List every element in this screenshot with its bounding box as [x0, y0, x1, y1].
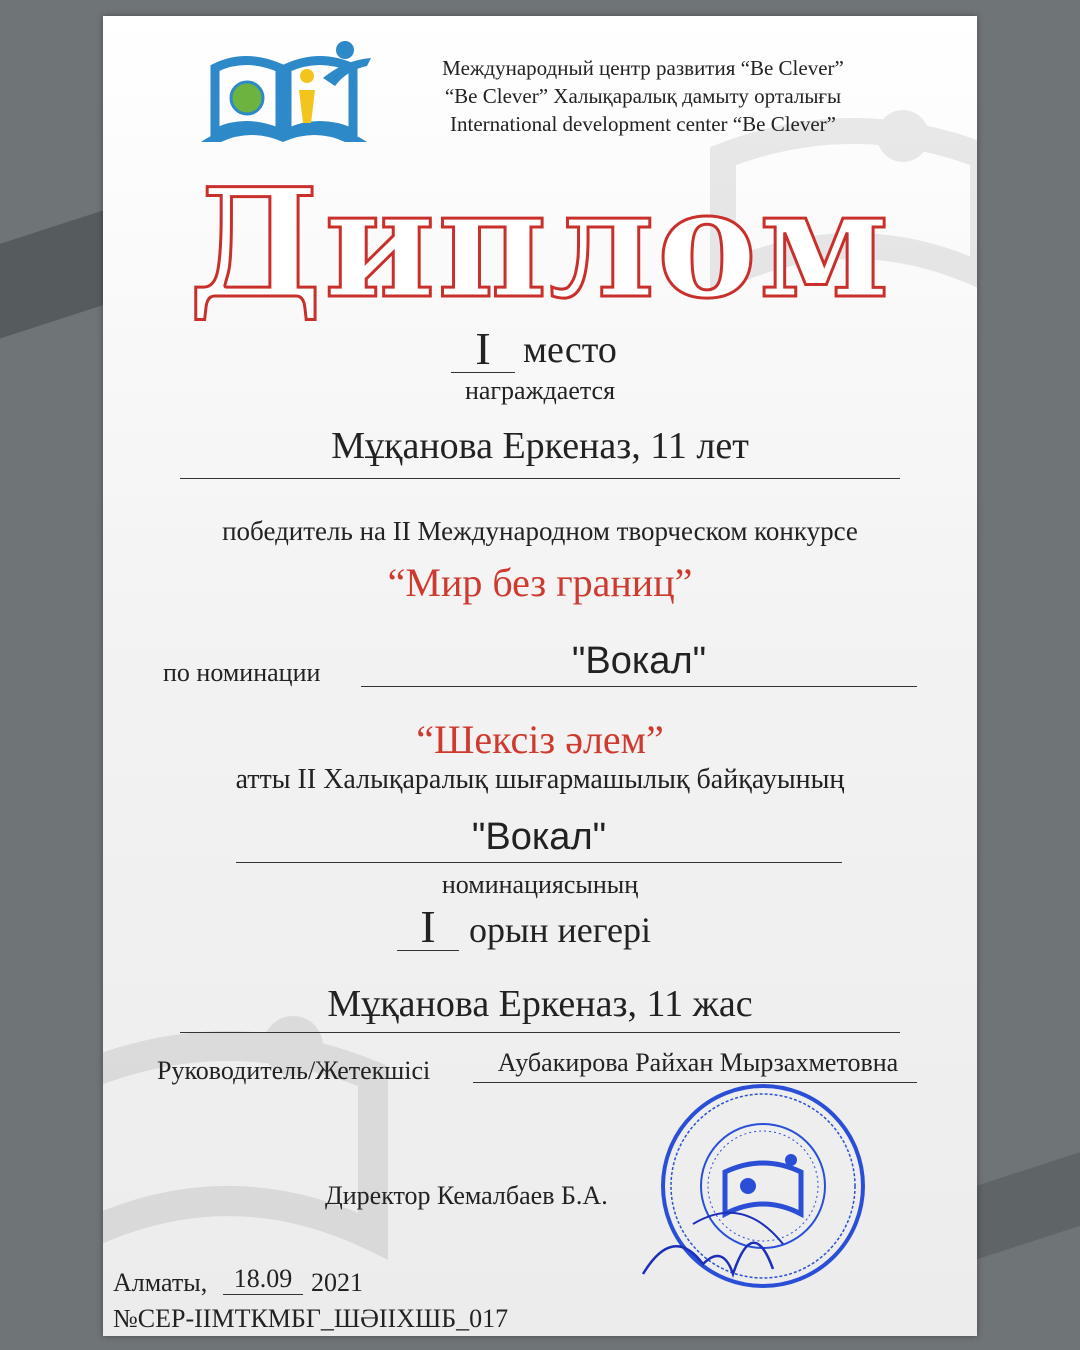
- diploma-title: Диплом: [188, 156, 892, 332]
- underline: [236, 862, 842, 863]
- recipient-name-ru: Мұқанова Еркеназ, 11 лет: [331, 425, 749, 467]
- nomination-kz-value: "Вокал": [471, 816, 607, 858]
- winner-text: победитель на II Международном творческом конкурсе: [222, 516, 858, 546]
- official-seal-icon: [633, 1074, 883, 1304]
- org-name-en: International development center “Be Clever”: [450, 112, 836, 136]
- awarded-label: награждается: [464, 376, 616, 405]
- contest-name-ru: “Мир без границ”: [387, 560, 693, 605]
- be-clever-logo-icon: [195, 38, 373, 148]
- underline: [180, 478, 900, 479]
- diploma-paper: [103, 16, 977, 1336]
- recipient-name-kz: Мұқанова Еркеназ, 11 жас: [327, 983, 753, 1025]
- place-number: I: [451, 326, 515, 373]
- nomination-value: "Вокал": [571, 640, 707, 682]
- date-year: 2021: [311, 1268, 363, 1297]
- org-name-kz: “Be Clever” Халықаралық дамыту орталығы: [444, 84, 842, 108]
- underline: [180, 1032, 900, 1033]
- nomination-kz-label: номинациясының: [441, 870, 639, 899]
- place-kz-label: орын иегері: [469, 910, 651, 950]
- date-day: 18.09: [223, 1264, 303, 1295]
- supervisor-label: Руководитель/Жетекшісі: [157, 1056, 431, 1085]
- underline: [361, 686, 917, 687]
- org-name-ru: Международный центр развития “Be Clever”: [442, 56, 844, 80]
- date-city: Алматы,: [113, 1268, 208, 1297]
- certificate-number: №CEP-IIМТКМБГ_ШӘIIХШБ_017: [113, 1304, 509, 1333]
- place-label: место: [523, 329, 617, 371]
- place-kz-number: I: [397, 904, 459, 951]
- contest-name-kz: “Шексіз әлем”: [416, 717, 664, 762]
- director-signature-line: Директор Кемалбаев Б.А.: [325, 1181, 608, 1210]
- contest-kz-text: атты II Халықаралық шығармашылық байқауының: [235, 764, 845, 795]
- supervisor-name: Аубакирова Райхан Мырзахметовна: [497, 1048, 899, 1077]
- nomination-label: по номинации: [163, 658, 321, 687]
